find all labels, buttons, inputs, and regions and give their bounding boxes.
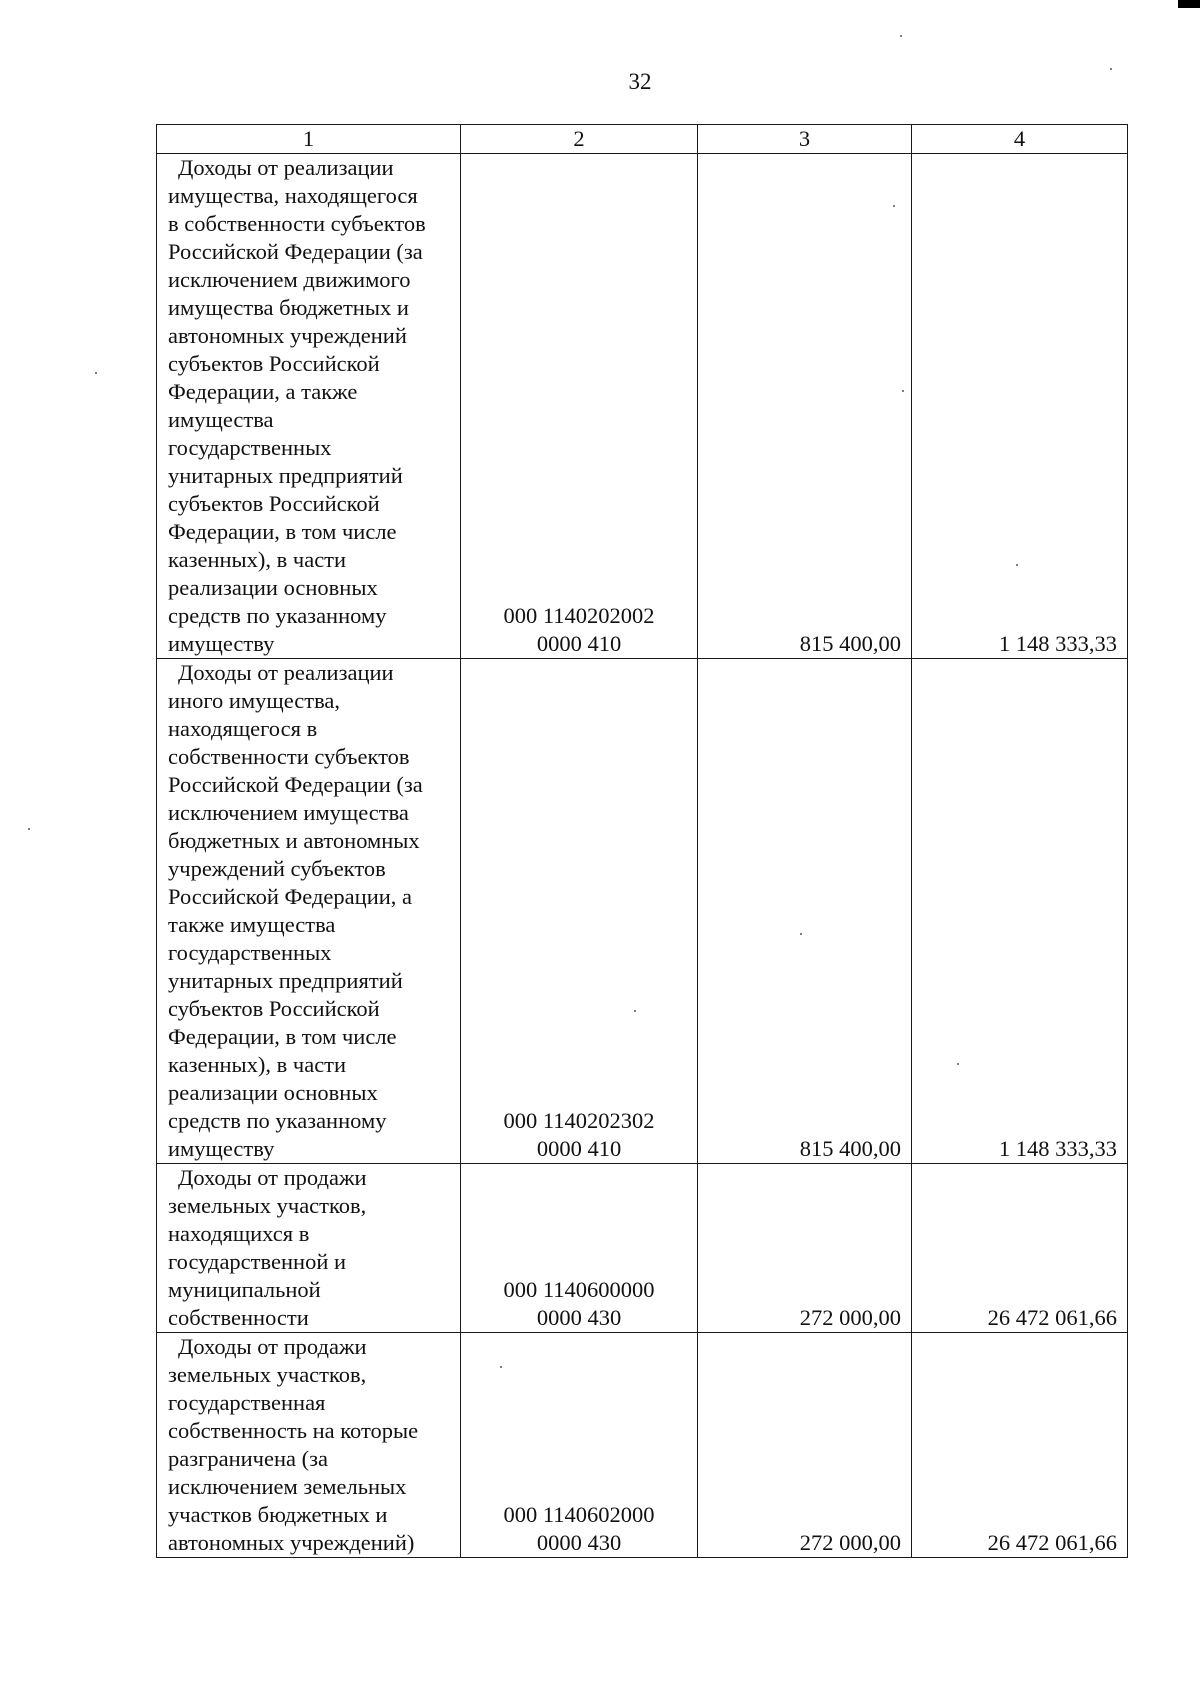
budget-code-cell [461,154,698,659]
budget-code-text: 000 1140600000 0000 430 [503,1277,655,1330]
revenue-name-cell [157,154,461,659]
revenue-name-cell [157,1333,461,1558]
table-row [157,659,1128,1164]
scan-speck [28,828,30,830]
budget-code-text: 000 1140202302 0000 410 [503,1108,655,1161]
header-cell-2: 2 [461,125,698,154]
amount-col3-cell: 272 000,00 [698,1333,912,1558]
budget-code-cell [461,1164,698,1333]
table-row [157,1333,1128,1558]
scan-speck [900,35,902,37]
budget-code-cell [461,659,698,1164]
revenue-name-cell [157,1164,461,1333]
scan-speck [902,390,904,392]
revenue-name-text: Доходы от продажи земельных участков, находящихся в государственной и муниципальной собственности [168,1165,367,1330]
amount-col4-cell: 26 472 061,66 [912,1164,1128,1333]
budget-code-cell [461,1333,698,1558]
amount-col4-cell: 26 472 061,66 [912,1333,1128,1558]
scan-speck [957,1063,959,1065]
amount-col4-cell: 1 148 333,33 [912,659,1128,1164]
scan-speck [893,205,895,207]
scan-speck [95,372,97,374]
amount-col3-cell: 815 400,00 [698,154,912,659]
scan-speck [500,1366,502,1368]
scan-speck [1016,564,1018,566]
scan-speck [634,1010,636,1012]
scan-speck [800,933,802,935]
revenue-name-cell [157,659,461,1164]
revenue-name-text: Доходы от продажи земельных участков, государственная собственность на которые разграничена (за исключением земельных участков бюджетных и автономных учреждений) [168,1334,419,1555]
header-cell-3: 3 [698,125,912,154]
revenue-name-text: Доходы от реализации иного имущества, находящегося в собственности субъектов Российской Федерации (за исключением имущества бюджетных и автономных учреждений субъектов Российской Федерации, а также имущества государственных унитарных предприятий субъектов Российской Федерации, в том числе казенных), в части реализации основных средств по указанному имуществу [168,660,423,1161]
revenue-name-text: Доходы от реализации имущества, находящегося в собственности субъектов Российской Федерации (за исключением движимого имущества бюджетных и автономных учреждений субъектов Российской Федерации, а также имущества государственных унитарных предприятий субъектов Российской Федерации, в том числе казенных), в части реализации основных средств по указанному имуществу [168,155,426,656]
amount-col4-cell: 1 148 333,33 [912,154,1128,659]
amount-col3-cell: 272 000,00 [698,1164,912,1333]
page-number: 32 [628,69,652,94]
revenue-table [156,124,1128,1558]
budget-code-text: 000 1140202002 0000 410 [503,603,655,656]
header-cell-4: 4 [912,125,1128,154]
table-row [157,154,1128,659]
table-row [157,1164,1128,1333]
header-cell-1: 1 [157,125,461,154]
scan-corner-mark [1178,0,1200,8]
amount-col3-cell: 815 400,00 [698,659,912,1164]
table-header-row [157,125,1128,154]
budget-code-text: 000 1140602000 0000 430 [503,1502,655,1555]
scan-speck [1110,68,1112,70]
